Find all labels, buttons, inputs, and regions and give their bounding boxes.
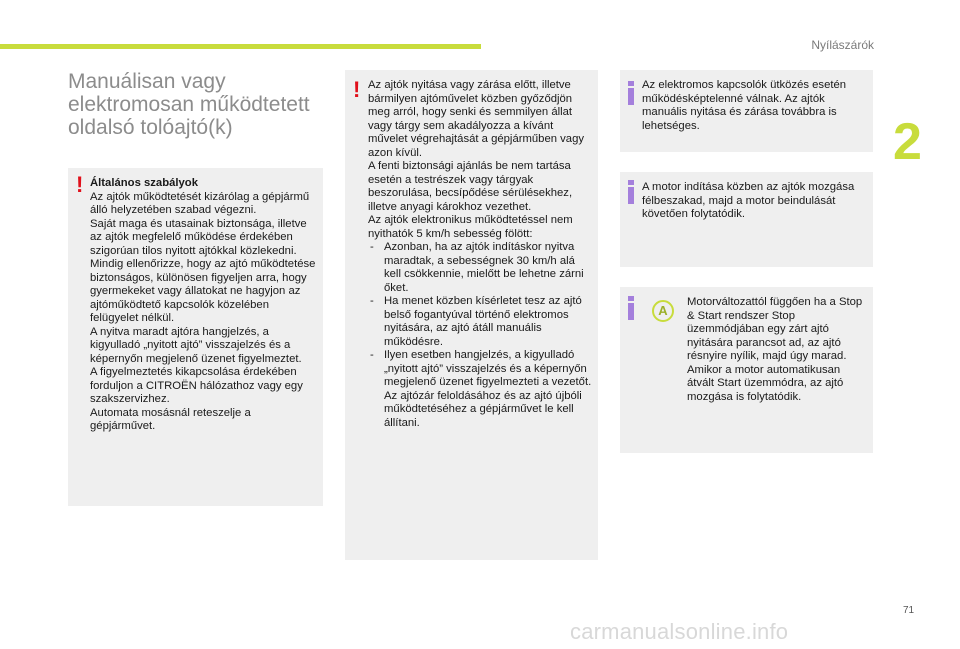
general-rules-paragraph: Az ajtók működtetését kizárólag a gépjármű álló helyzetében szabad végezni. [90, 190, 310, 216]
engine-start-info-text: A motor indítása közben az ajtók mozgása félbeszakad, majd a motor beindulását követően folytatódik. [642, 181, 855, 220]
general-rules-paragraph: A nyitva maradt ajtóra hangjelzés, a kigyulladó „nyitott ajtó” visszajelzés és a képernyőn megjelenő üzenet figyelmeztet. [90, 325, 302, 365]
safety-paragraph: A fenti biztonsági ajánlás be nem tartása esetén a testrészek vagy tárgyak beszorulása, becsípődése sérülésekhez, illetve anyagi károkhoz vezethet. [368, 160, 573, 213]
watermark: carmanualsonline.info [570, 619, 789, 644]
info-icon [625, 296, 637, 320]
general-rules-heading: Általános szabályok [90, 177, 198, 189]
speed-limit-list [368, 241, 594, 430]
automatic-gearbox-icon: A [652, 300, 674, 322]
stop-start-info-text: Motorváltozattól függően ha a Stop & Start rendszer Stop üzemmódjában egy zárt ajtó nyitására parancsot ad, az ajtó résnyire nyílik, majd úgy marad. Amikor a motor automatikusan átvált Start üzemmódra, az ajtó mozgása is folytatódik. [687, 296, 863, 403]
section-label: Nyílászárók [811, 38, 874, 52]
page-number: 71 [903, 605, 915, 616]
info-icon [625, 81, 637, 105]
info-icon [625, 180, 637, 204]
safety-warning-box [345, 70, 598, 560]
general-rules-paragraph: Automata mosásnál reteszelje a gépjárművet. [90, 406, 251, 432]
general-rules-paragraph: A figyelmeztetés kikapcsolása érdekében forduljon a CITROËN hálózathoz vagy egy szakszervizhez. [90, 366, 303, 405]
collision-info-text: Az elektromos kapcsolók ütközés esetén működésképtelenné válnak. Az ajtók manuális nyitása és zárása továbbra is lehetséges. [642, 79, 847, 132]
header-accent-bar [0, 44, 481, 49]
list-item: - Ilyen esetben hangjelzés, a kigyulladó „nyitott ajtó” visszajelzés és a képernyőn megjelenő üzenet figyelmezteti a vezetőt. Az ajtózár feloldásához és az ajtó újbóli működtetéséhez a gépjárművet le kell állítani. [368, 349, 594, 430]
list-item: - Ha menet közben kísérletet tesz az ajtó belső fogantyúval történő elektromos nyitására, az ajtó átáll manuális működésre. [368, 295, 594, 349]
warning-icon: ! [76, 172, 84, 197]
safety-paragraph: Az ajtók nyitása vagy zárása előtt, illetve bármilyen ajtóművelet közben győződjön meg arról, hogy senki és semmilyen állat vagy tárgy sem akadályozza a kívánt művelet végrehajtását a gépjárműben vagy azon kívül. [368, 79, 585, 159]
safety-paragraph: Az ajtók elektronikus működtetéssel nem nyithatók 5 km/h sebesség fölött: [368, 214, 573, 240]
general-rules-paragraph: Saját maga és utasainak biztonsága, illetve az ajtók megfelelő működése érdekében szigorúan tilos nyitott ajtókkal közlekedni. [90, 217, 307, 257]
stop-start-info-box [620, 287, 873, 453]
page-title: Manuálisan vagy elektromosan működtetett oldalsó tolóajtó(k) [68, 70, 310, 139]
collision-info-box [620, 70, 873, 152]
warning-icon: ! [353, 77, 361, 102]
list-item: - Azonban, ha az ajtók indításkor nyitva maradtak, a sebességnek 30 km/h alá kell csökkennie, mielőtt be lehetne zárni őket. [368, 241, 594, 295]
general-rules-box [68, 168, 323, 506]
general-rules-paragraph: Mindig ellenőrizze, hogy az ajtó működtetése biztonságos, különösen figyeljen arra, hogy gyermekeket vagy állatokat ne hagyjon az ajtóműködtető kapcsolók közelében felügyelet nélkül. [90, 258, 316, 324]
engine-start-info-box [620, 172, 873, 267]
chapter-number: 2 [893, 113, 922, 171]
